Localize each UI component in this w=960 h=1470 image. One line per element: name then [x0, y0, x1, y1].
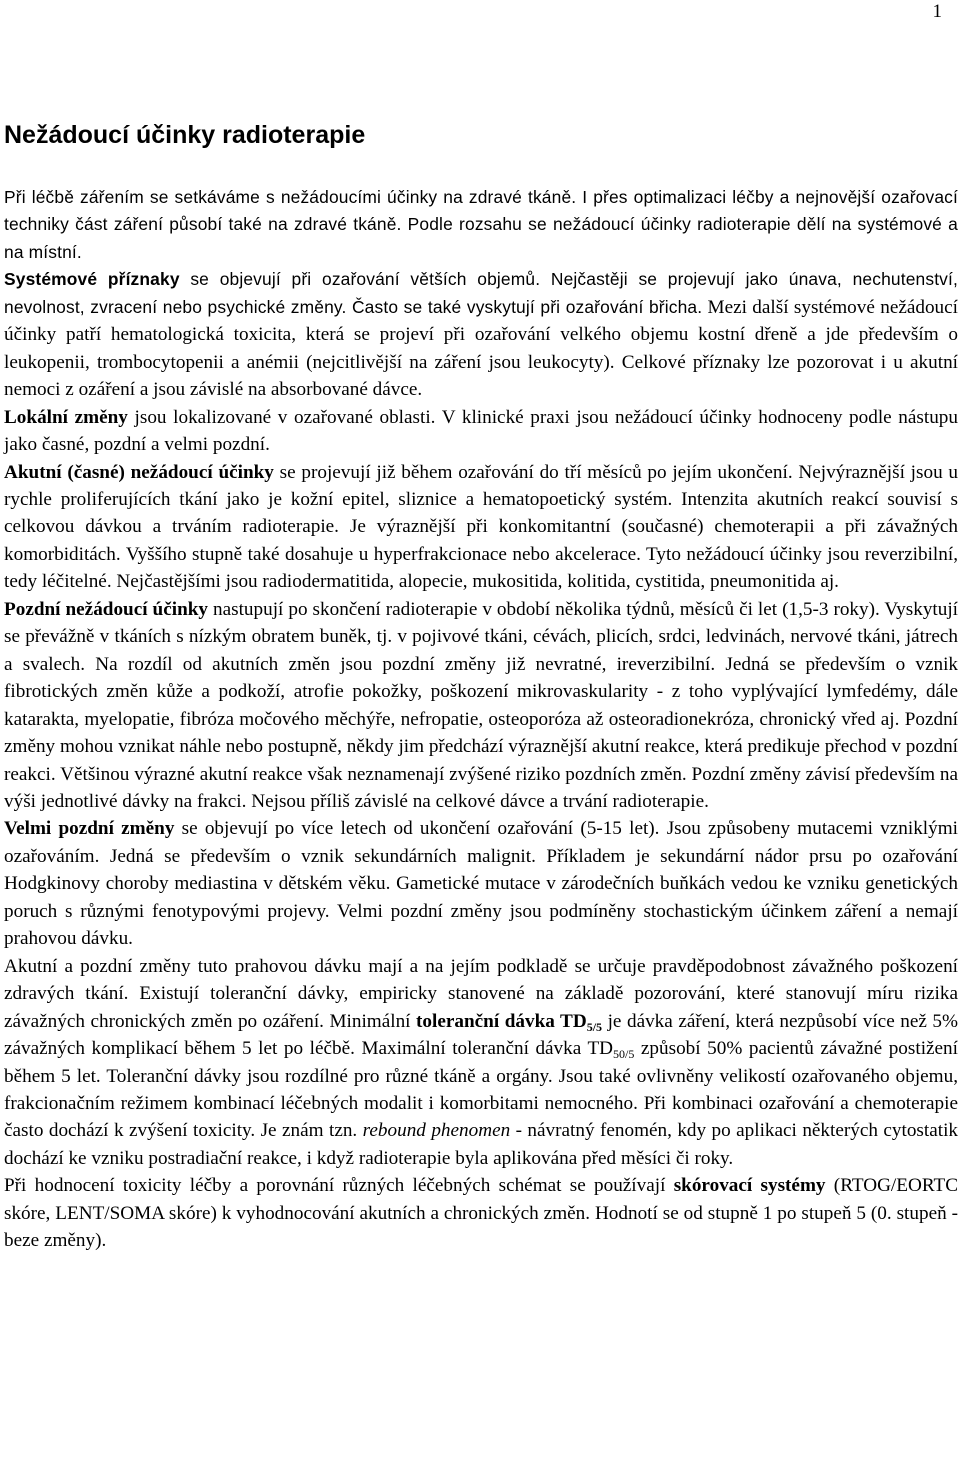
systemic-symptoms-heading: Systémové příznaky: [4, 269, 180, 290]
systemic-symptoms-text-3: Mezi další systémové nežádoucí účinky patří hematologická toxicita, která se projeví při ozařování velkého objemu kostní dřeně a jde především o leukopenii, trombocytopenii a anémii (nejcitlivější na záření jsou leukocyty). Celkové příznaky lze pozorovat i u akutní nemoci z ozáření a jsou závislé na absorbované dávce.: [4, 296, 958, 401]
page-title: Nežádoucí účinky radioterapie: [4, 121, 366, 149]
local-changes-text: jsou lokalizované v ozařované oblasti. V klinické praxi jsou nežádoucí účinky hodnoceny podle nástupu jako časné, pozdní a velmi pozdní.: [4, 406, 958, 456]
tolerance-text-1: Akutní a pozdní změny tuto prahovou dávku mají a na jejím podkladě se určuje pravděpodobnost závažného poškození zdravých tkání. Existují toleranční dávky, empiricky stanovené na základě pozorování, které stanovují míru rizika závažných chronických změn po ozáření. Minimální: [4, 955, 958, 1032]
intro-text: Při léčbě zářením se setkáváme s nežádoucími účinky na zdravé tkáně. I přes optimalizaci léčby a nejnovější ozařovací techniky část záření působí také na zdravé tkáně. Podle rozsahu se nežádoucí účinky radioterapie dělí na systémové a na místní.: [4, 187, 958, 262]
tolerance-text-4: - návratný fenomén, kdy po aplikaci některých cytostatik dochází ke vzniku postradiační reakce, i když radioterapie byla aplikována před měsíci či roky.: [4, 1120, 958, 1169]
late-effects-heading: Pozdní nežádoucí účinky: [4, 598, 209, 620]
acute-effects-paragraph: [4, 459, 958, 596]
tolerance-text-2: je dávka záření, která nezpůsobí více než 5% závažných komplikací během 5 let po léčbě. Maximální toleranční dávka TD: [4, 1010, 959, 1060]
scoring-systems-paragraph: [4, 1172, 958, 1254]
local-changes-paragraph: [4, 404, 958, 459]
td-50-5-subscript: 50/5: [613, 1047, 635, 1062]
scoring-text-1: Při hodnocení toxicity léčby a porovnání různých léčebných schémat se používají: [4, 1175, 674, 1197]
td-5-5-subscript: 5/5: [586, 1019, 603, 1034]
very-late-changes-heading: Velmi pozdní změny: [4, 818, 175, 840]
scoring-text-2: (RTOG/EORTC skóre, LENT/SOMA skóre) k vyhodnocování akutních a chronických změn. Hodnotí se od stupně 1 po stupeň 5 (0. stupeň - beze změny).: [4, 1175, 959, 1252]
very-late-changes-paragraph: [4, 815, 958, 952]
rebound-phenomenon-term: rebound phenomen: [362, 1120, 511, 1142]
document-body: [4, 184, 958, 1255]
page-number: 1: [932, 1, 942, 22]
acute-effects-text: se projevují již během ozařování do tří měsíců po jejím ukončení. Nejvýraznější jsou u rychle proliferujících tkání jako je kožní epitel, sliznice a hematopoetický systém. Intenzita akutních reakcí souvisí s celkovou dávkou a trváním radioterapie. Je výraznější při konkomitantní (současné) chemoterapii a při závažných komorbiditách. Vyššího stupně také dosahuje u hyperfrakcionace nebo akcelerace. Tyto nežádoucí účinky jsou reverzibilní, tedy léčitelné. Nejčastějšími jsou radiodermatitida, alopecie, mukositida, kolitida, cystitida, pneumonitida aj.: [4, 461, 958, 593]
scoring-systems-term: skórovací systémy: [673, 1175, 826, 1197]
tolerance-dose-paragraph: [4, 953, 958, 1173]
systemic-symptoms-paragraph: [4, 266, 958, 403]
very-late-changes-text: se objevují po více letech od ukončení ozařování (5-15 let). Jsou způsobeny mutacemi vzniklými ozařováním. Jedná se především o vznik sekundárních malignit. Příkladem je sekundární nádor prsu po ozařování Hodgkinovy choroby mediastina v dětském věku. Gametické mutace v zárodečních buňkách vedou ke vzniku genetických poruch s různými fenotypovými projevy. Velmi pozdní změny jsou podmíněny stochastickým účinkem záření a nemají prahovou dávku.: [4, 818, 958, 950]
systemic-symptoms-text-2: Nejčastěji se projevují jako únava, nechutenství, nevolnost, zvracení nebo psychické změny. Často se také vyskytují při ozařování břicha.: [4, 269, 958, 317]
late-effects-paragraph: [4, 596, 958, 816]
systemic-symptoms-text-1: se objevují při ozařování větších objemů.: [179, 269, 541, 290]
tolerance-text-3: způsobí 50% pacientů závažné postižení během 5 let. Toleranční dávky jsou rozdílné pro různé tkáně a orgány. Jsou také ovlivněny velikostí ozařovaného objemu, frakcionačním režimem kombinací léčebných modalit i komorbitami nemocného. Při kombinaci ozařování a chemoterapie často dochází k zvýšení toxicity. Je znám tzn.: [4, 1038, 958, 1142]
acute-effects-heading: Akutní (časné) nežádoucí účinky: [4, 461, 274, 483]
late-effects-text: nastupují po skončení radioterapie v období několika týdnů, měsíců či let (1,5-3 roky). Vyskytují se převážně v tkáních s nízkým obratem buněk, tj. v pojivové tkáni, cévách, plicích, srdci, ledvinách, nervové tkáni, játrech a svalech. Na rozdíl od akutních změn jsou pozdní změny již nevratné, ireverzibilní. Jedná se především o vznik fibrotických změn kůže a podkoží, atrofie pokožky, poškození mikrovaskularity - z toho vyplývající lymfedémy, dále katarakta, myelopatie, fibróza močového měchýře, nefropatie, osteoporóza až osteoradionekróza, chronický vřed aj. Pozdní změny mohou vznikat náhle nebo postupně, někdy jim předchází výraznější akutní reakce, která predikuje přechod v pozdní reakci. Většinou výrazné akutní reakce však neznamenají zvýšené riziko pozdních změn. Pozdní změny závisí především na výši jednotlivé dávky na frakci. Nejsou příliš závislé na celkové dávce a trvání radioterapie.: [4, 598, 959, 812]
intro-paragraph: [4, 184, 958, 266]
local-changes-heading: Lokální změny: [4, 406, 128, 428]
tolerance-dose-term: toleranční dávka $TD_{5/5}$: [416, 1010, 603, 1034]
